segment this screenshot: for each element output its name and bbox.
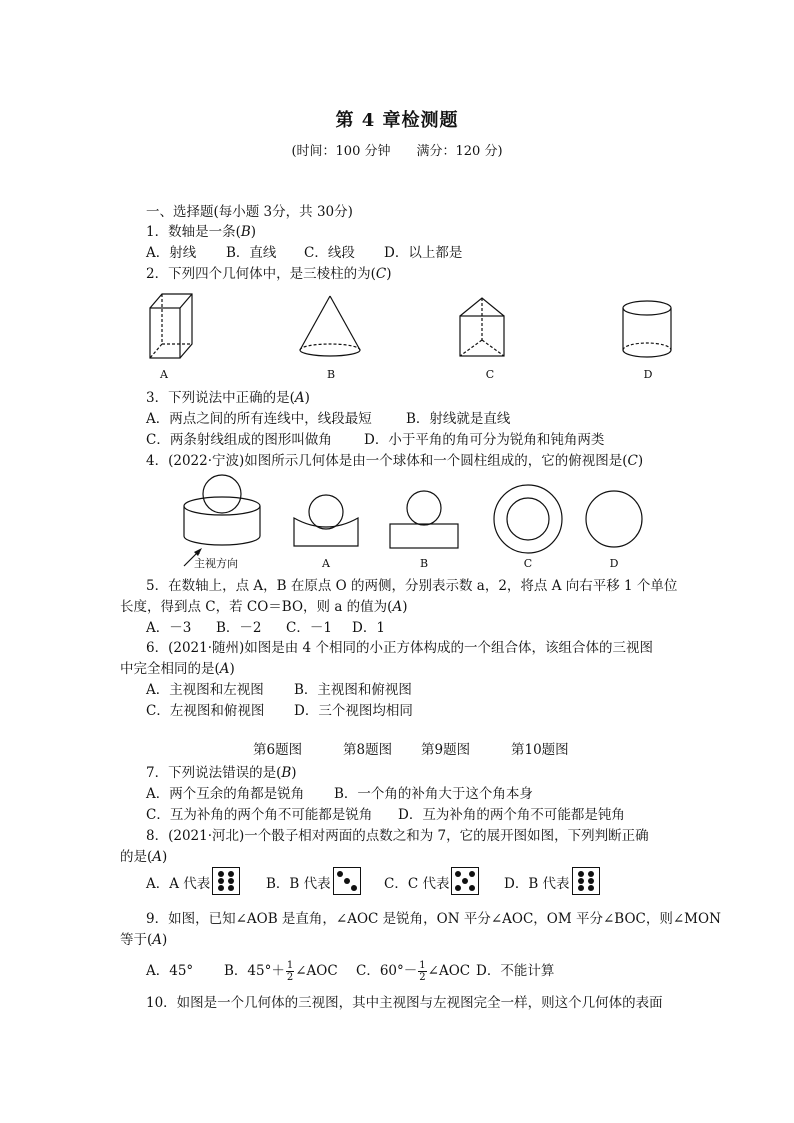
q6-line2: 中完全相同的是(A) <box>120 661 235 677</box>
q4-caption: 主视方向 <box>194 557 238 570</box>
q4-answer: C <box>627 453 638 469</box>
q9-line2: 等于(A) <box>120 932 168 948</box>
q8-answer: A <box>152 849 163 865</box>
option-c-view <box>494 485 562 553</box>
q2-stem: 2．下列四个几何体中，是三棱柱的为(C) <box>146 266 392 282</box>
dice-six-icon <box>572 867 600 895</box>
q7-option-a: A．两个互余的角都是锐角 <box>146 786 305 802</box>
q9-option-c: C．60°－ $\frac{1}{2}$ ∠AOC <box>356 960 471 983</box>
q5-option-b: B．－2 <box>216 620 262 636</box>
q6-line1: 6．(2021·随州)如图是由 4 个相同的小正方体构成的一个组合体，该组合体的三视图 <box>146 640 653 656</box>
q2-label-b: B <box>326 368 336 381</box>
q1-answer: B <box>240 224 251 240</box>
q7-option-c: C．互为补角的两个角不可能都是锐角 <box>146 807 373 823</box>
q2-label-d: D <box>643 368 653 381</box>
fraction-half: $\frac{1}{2}$ <box>286 960 294 983</box>
q4-label-d: D <box>609 557 619 570</box>
q2-answer: C <box>375 266 387 282</box>
cylinder-shape <box>623 301 671 357</box>
q4-figure <box>176 470 656 554</box>
q8-option-b: B．B 代表 <box>266 873 384 895</box>
caption-fig8: 第8题图 <box>343 742 393 758</box>
q3-answer: A <box>294 390 305 406</box>
q8-option-d: D．B 代表 <box>504 873 602 895</box>
q2-label-a: A <box>160 368 168 381</box>
q5-answer: A <box>392 599 403 615</box>
q1-options <box>146 243 462 263</box>
q1-option-b: B．直线 <box>226 245 277 261</box>
q9-option-b: B．45°＋ $\frac{1}{2}$ ∠AOC <box>224 960 338 983</box>
q9-option-d: D．不能计算 <box>476 963 555 979</box>
q7-option-d: D．互为补角的两个角不可能都是钝角 <box>398 807 625 823</box>
option-b-view <box>390 491 458 548</box>
q7-answer: B <box>281 765 292 781</box>
q8-option-a: A．A 代表 <box>146 873 266 895</box>
q6-option-d: D．三个视图均相同 <box>294 703 413 719</box>
figure-captions <box>253 740 569 760</box>
q3-options-row1 <box>146 409 510 429</box>
q4-label-b: B <box>419 557 429 570</box>
q6-option-a: A．主视图和左视图 <box>146 682 264 698</box>
q4-label-c: C <box>523 557 533 570</box>
caption-fig10: 第10题图 <box>511 742 569 758</box>
page-title: 第 4 章检测题 <box>335 110 459 131</box>
q7-option-b: B．一个角的补角大于这个角本身 <box>334 786 533 802</box>
q5-option-d: D．1 <box>352 620 385 636</box>
q5-line1: 5．在数轴上，点 A，B 在原点 O 的两侧，分别表示数 a，2，将点 A 向右平移 1 个单位 <box>146 578 678 594</box>
fraction-half: $\frac{1}{2}$ <box>419 960 426 983</box>
full-score: 满分：120 分) <box>416 144 503 159</box>
q8-line1: 8．(2021·河北)一个骰子相对两面的点数之和为 7，它的展开图如图，下列判断正确 <box>146 828 649 844</box>
exam-subtitle <box>0 140 794 159</box>
option-d-view <box>586 491 642 547</box>
q3-option-c: C．两条射线组成的图形叫做角 <box>146 432 332 448</box>
q6-options-row1 <box>146 680 412 700</box>
caption-fig9: 第9题图 <box>421 742 471 758</box>
q1-option-d: D．以上都是 <box>384 245 463 261</box>
q1-option-c: C．线段 <box>304 245 355 261</box>
dice-five-icon <box>451 867 479 895</box>
q2-solids-figure <box>140 288 700 366</box>
q5-option-c: C．－1 <box>286 620 332 636</box>
q5-option-a: A．－3 <box>146 620 192 636</box>
q1-option-a: A．射线 <box>146 245 197 261</box>
q7-options-row2 <box>146 805 625 825</box>
q9-line1: 9．如图，已知∠AOB 是直角，∠AOC 是锐角，ON 平分∠AOC，OM 平分∠BOC，则∠MON <box>146 911 721 927</box>
triangular-prism-shape <box>460 298 504 356</box>
q7-options-row1 <box>146 784 533 804</box>
q1-stem: 1．数轴是一条(B) <box>146 224 257 240</box>
q9-options <box>146 960 554 983</box>
option-a-view <box>294 495 358 546</box>
dice-three-icon <box>333 867 361 895</box>
q9-answer: A <box>152 932 163 948</box>
cone-shape <box>300 296 360 356</box>
q10-line1: 10．如图是一个几何体的三视图，其中主视图与左视图完全一样，则这个几何体的表面 <box>146 995 663 1011</box>
q3-options-row2 <box>146 430 604 450</box>
q3-option-d: D．小于平角的角可分为锐角和钝角两类 <box>364 432 605 448</box>
q6-answer: A <box>219 661 230 677</box>
q7-stem: 7．下列说法错误的是(B) <box>146 765 297 781</box>
time-limit: (时间：100 分钟 <box>291 144 391 159</box>
sphere-on-cylinder-shape <box>184 475 260 545</box>
q2-label-c: C <box>485 368 495 381</box>
q5-line2: 长度，得到点 C，若 CO＝BO，则 a 的值为(A) <box>120 599 408 615</box>
rectangular-prism-shape <box>150 294 192 358</box>
q3-option-b: B．射线就是直线 <box>406 411 511 427</box>
q4-label-a: A <box>322 557 330 570</box>
caption-fig6: 第6题图 <box>253 742 303 758</box>
q8-line2: 的是(A) <box>120 849 168 865</box>
q6-options-row2 <box>146 701 413 721</box>
q6-option-b: B．主视图和俯视图 <box>294 682 412 698</box>
q3-option-a: A．两点之间的所有连线中，线段最短 <box>146 411 372 427</box>
q4-stem: 4．(2022·宁波)如图所示几何体是由一个球体和一个圆柱组成的，它的俯视图是(C) <box>146 453 644 469</box>
dice-six-icon <box>212 867 240 895</box>
q9-option-a: A．45° <box>146 963 194 979</box>
q8-options <box>146 873 602 895</box>
q5-options <box>146 618 385 638</box>
q6-option-c: C．左视图和俯视图 <box>146 703 265 719</box>
section-heading: 一、选择题(每小题 3分，共 30分) <box>146 204 353 220</box>
q3-stem: 3．下列说法中正确的是(A) <box>146 390 310 406</box>
q8-option-c: C．C 代表 <box>384 873 504 895</box>
